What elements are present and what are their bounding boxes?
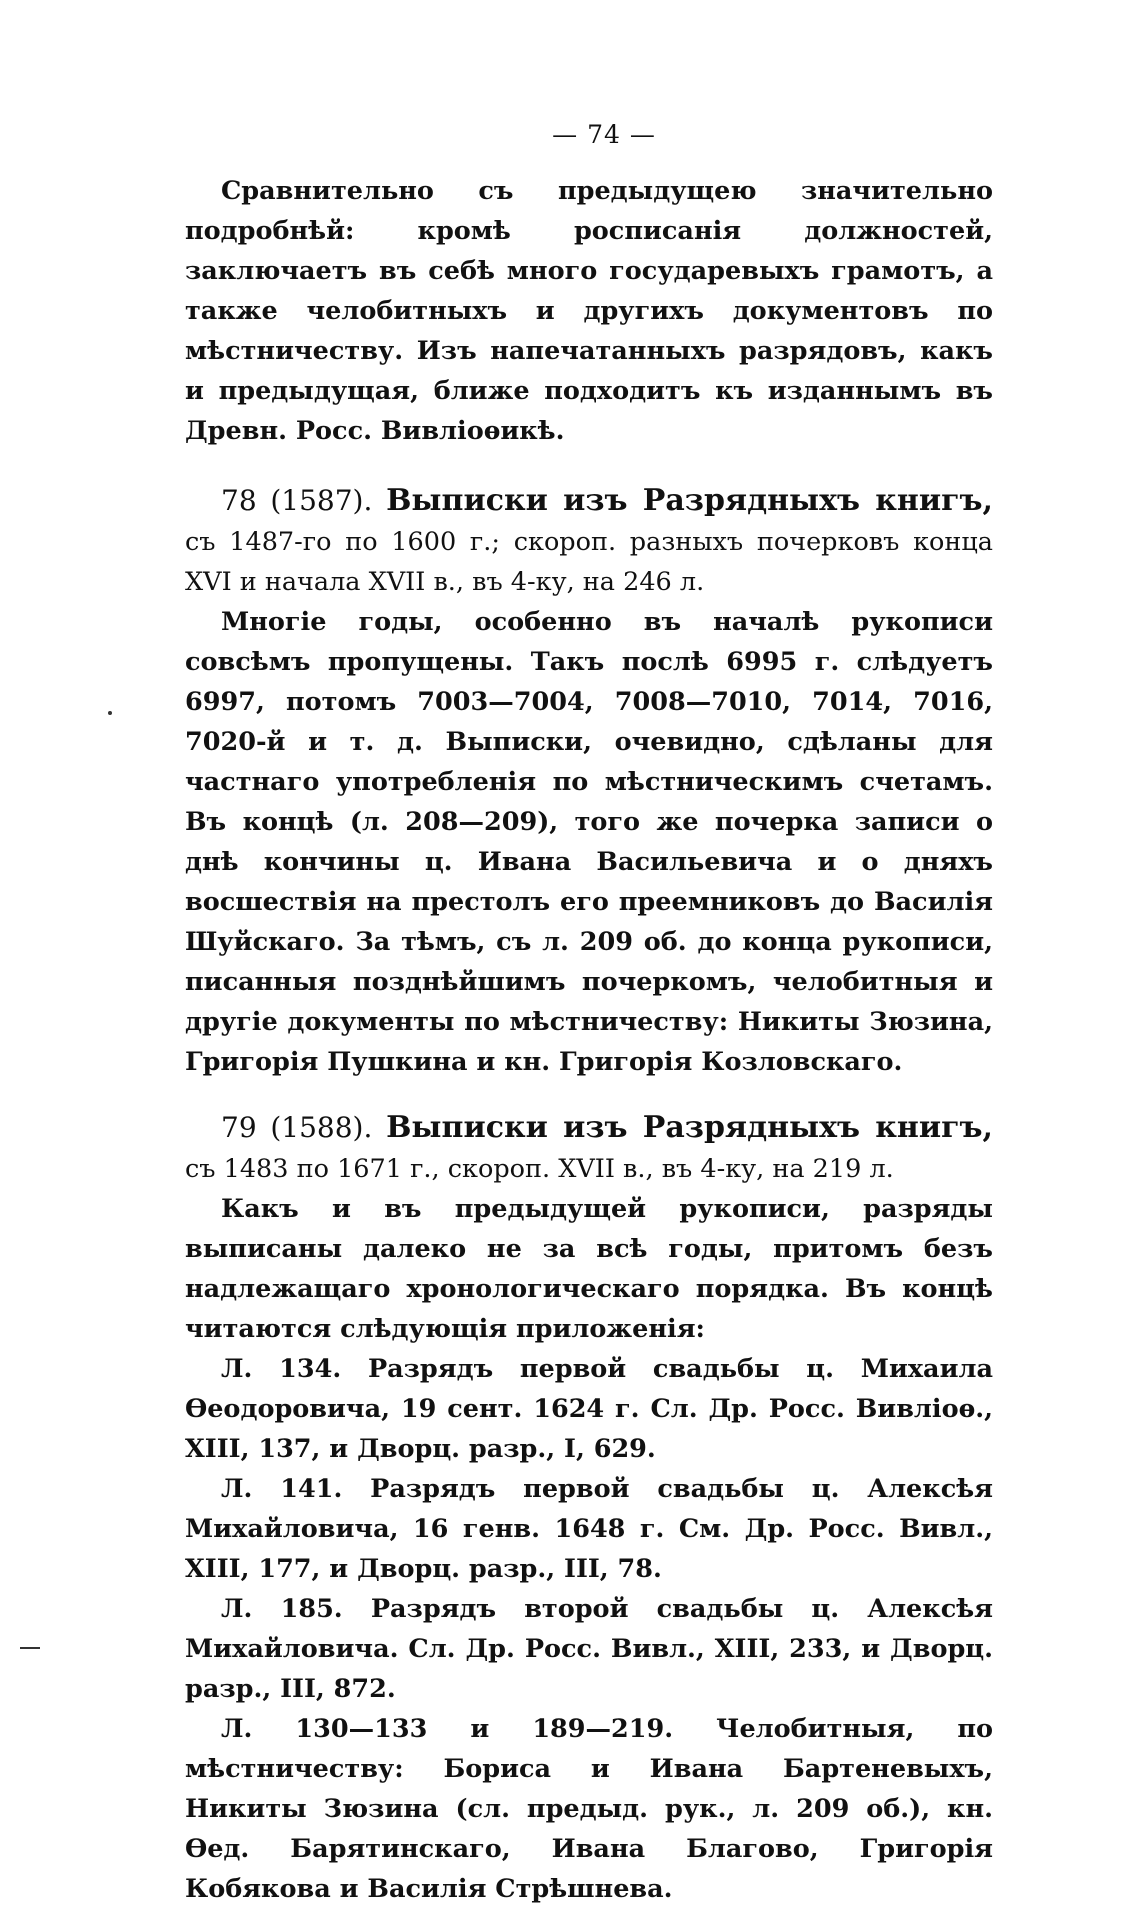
entry-paragraph: Л. 134. Разрядъ первой свадьбы ц. Михаила Ѳеодоровича, 19 сент. 1624 г. Сл. Др. Росс. Вивліоѳ., XIII, 137, и Дворц. разр., I, 629. bbox=[185, 1354, 993, 1464]
entry-title: Выписки изъ Разрядныхъ книгъ, bbox=[386, 1110, 993, 1145]
entry-description: съ 1483 по 1671 г., скороп. XVII в., въ 4-ку, на 219 л. bbox=[185, 1154, 894, 1184]
entry-title: Выписки изъ Разрядныхъ книгъ, bbox=[386, 483, 993, 518]
entry-description: съ 1487-го по 1600 г.; скороп. разныхъ почерковъ конца XVI и начала XVII в., въ 4-ку, на 246 л. bbox=[185, 527, 993, 597]
entry-heading bbox=[185, 481, 993, 602]
entry-paragraph: Многіе годы, особенно въ началѣ рукописи совсѣмъ пропущены. Такъ послѣ 6995 г. слѣдуетъ 6997, потомъ 7003—7004, 7008—7010, 7014, 7016, 7020-й и т. д. Выписки, очевидно, сдѣланы для частнаго употребленія по мѣстническимъ счетамъ. Въ концѣ (л. 208—209), того же почерка записи о днѣ кончины ц. Ивана Васильевича и о дняхъ восшествія на престолъ его преемниковъ до Василія Шуйскаго. За тѣмъ, съ л. 209 об. до конца рукописи, писанныя позднѣйшимъ почеркомъ, челобитныя и другіе документы по мѣстничеству: Никиты Зюзина, Григорія Пушкина и кн. Григорія Козловскаго. bbox=[185, 607, 993, 1077]
entry-paragraph: Какъ и въ предыдущей рукописи, разряды выписаны далеко не за всѣ годы, притомъ безъ надлежащаго хронологическаго порядка. Въ концѣ читаются слѣдующія приложенія: bbox=[185, 1194, 993, 1344]
entry-paragraph: Л. 185. Разрядъ второй свадьбы ц. Алексѣя Михайловича. Сл. Др. Росс. Вивл., XIII, 233, и Дворц. разр., III, 872. bbox=[185, 1594, 993, 1704]
catalog-entry bbox=[185, 481, 993, 1082]
intro-paragraph: Сравнительно съ предыдущею значительно подробнѣй: кромѣ росписанія должностей, заключаетъ въ себѣ много государевыхъ грамотъ, а также челобитныхъ и другихъ документовъ по мѣстничеству. Изъ напечатанныхъ разрядовъ, какъ и предыдущая, ближе подходитъ къ изданнымъ въ Древн. Росс. Вивліоѳикѣ. bbox=[185, 176, 993, 446]
margin-dash bbox=[20, 1647, 40, 1649]
entry-paragraph: Л. 130—133 и 189—219. Челобитныя, по мѣстничеству: Бориса и Ивана Бартеневыхъ, Никиты Зюзина (сл. предыд. рук., л. 209 об.), кн. Ѳед. Барятинскаго, Ивана Благово, Григорія Кобякова и Василія Стрѣшнева. bbox=[185, 1714, 993, 1904]
entry-number: 78 (1587). bbox=[221, 484, 373, 517]
entry-heading bbox=[185, 1108, 993, 1189]
margin-dot bbox=[108, 711, 112, 715]
entry-paragraph: Л. 141. Разрядъ первой свадьбы ц. Алексѣя Михайловича, 16 генв. 1648 г. См. Др. Росс. Вивл., XIII, 177, и Дворц. разр., III, 78. bbox=[185, 1474, 993, 1584]
entry-number: 79 (1588). bbox=[221, 1111, 373, 1144]
page-number: — 74 — bbox=[552, 120, 656, 149]
document-page bbox=[185, 120, 993, 1909]
catalog-entry bbox=[185, 1108, 993, 1909]
